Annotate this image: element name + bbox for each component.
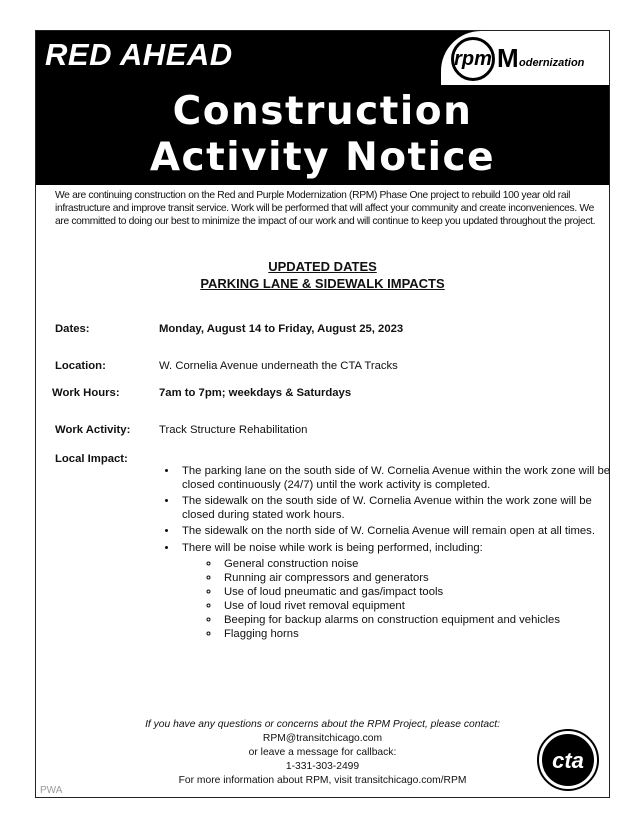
pwa-tag: PWA	[40, 785, 63, 796]
title-band	[36, 85, 609, 185]
work-hours-value: 7am to 7pm; weekdays & Saturdays	[159, 387, 352, 399]
red-ahead-logo: RED AHEAD	[45, 37, 233, 72]
title-line-1: Construction	[172, 89, 473, 134]
rpm-modernization-logo	[441, 31, 609, 89]
local-impact-label: Local Impact:	[55, 453, 128, 465]
dates-label: Dates:	[55, 323, 90, 335]
work-hours-label: Work Hours:	[52, 387, 120, 399]
contact-email[interactable]: RPM@transitchicago.com	[262, 733, 383, 744]
location-value: W. Cornelia Avenue underneath the CTA Tracks	[159, 360, 398, 372]
list-item: ◦ Flagging horns	[220, 627, 618, 641]
list-item: ◦ Running air compressors and generators	[220, 571, 618, 585]
rpm-logo-text: odernization	[519, 57, 585, 69]
list-item	[178, 542, 618, 642]
cta-logo	[539, 731, 597, 789]
contact-phone: 1-331-303-2499	[285, 761, 360, 772]
list-item: • The sidewalk on the south side of W. Cornelia Avenue within the work zone will be closed during stated work hours.	[178, 495, 618, 522]
cta-logo-text: cta	[552, 748, 584, 773]
subheading-updated-dates: UPDATED DATES	[268, 259, 377, 274]
contact-callback: or leave a message for callback:	[248, 747, 397, 758]
title-line-2: Activity Notice	[149, 135, 496, 180]
noise-list	[182, 557, 618, 641]
list-item: ◦ Use of loud rivet removal equipment	[220, 599, 618, 613]
notice-page	[35, 30, 610, 798]
header-bar	[36, 31, 609, 85]
subheading-impacts: PARKING LANE & SIDEWALK IMPACTS	[200, 276, 445, 291]
rpm-logo-m: M	[497, 43, 519, 73]
dates-value: Monday, August 14 to Friday, August 25, 2023	[159, 323, 404, 335]
more-info-text[interactable]: For more information about RPM, visit transitchicago.com/RPM	[178, 775, 467, 786]
work-activity-value: Track Structure Rehabilitation	[159, 424, 308, 436]
impact-list	[160, 465, 618, 644]
contact-question: If you have any questions or concerns about the RPM Project, please contact:	[145, 719, 500, 730]
rpm-logo-circle: rpm	[451, 37, 495, 81]
list-item: • The parking lane on the south side of W. Cornelia Avenue within the work zone will be closed continuously (24/7) until the work activity is completed.	[178, 465, 618, 492]
work-activity-label: Work Activity:	[55, 424, 131, 436]
list-item: • The sidewalk on the north side of W. Cornelia Avenue will remain open at all times.	[178, 525, 618, 539]
intro-paragraph: We are continuing construction on the Red and Purple Modernization (RPM) Phase One project to rebuild 100 year old rail infrastructure and improve transit service. Work will be performed that will affect your community and create inconveniences. We are committed to doing our best to minimize the impact of our work and will continue to keep you updated throughout the project.	[55, 190, 596, 227]
list-item: ◦ General construction noise	[220, 557, 618, 571]
noise-intro: There will be noise while work is being performed, including:	[182, 541, 483, 554]
location-label: Location:	[55, 360, 106, 372]
list-item: ◦ Beeping for backup alarms on construction equipment and vehicles	[220, 613, 618, 627]
list-item: ◦ Use of loud pneumatic and gas/impact tools	[220, 585, 618, 599]
